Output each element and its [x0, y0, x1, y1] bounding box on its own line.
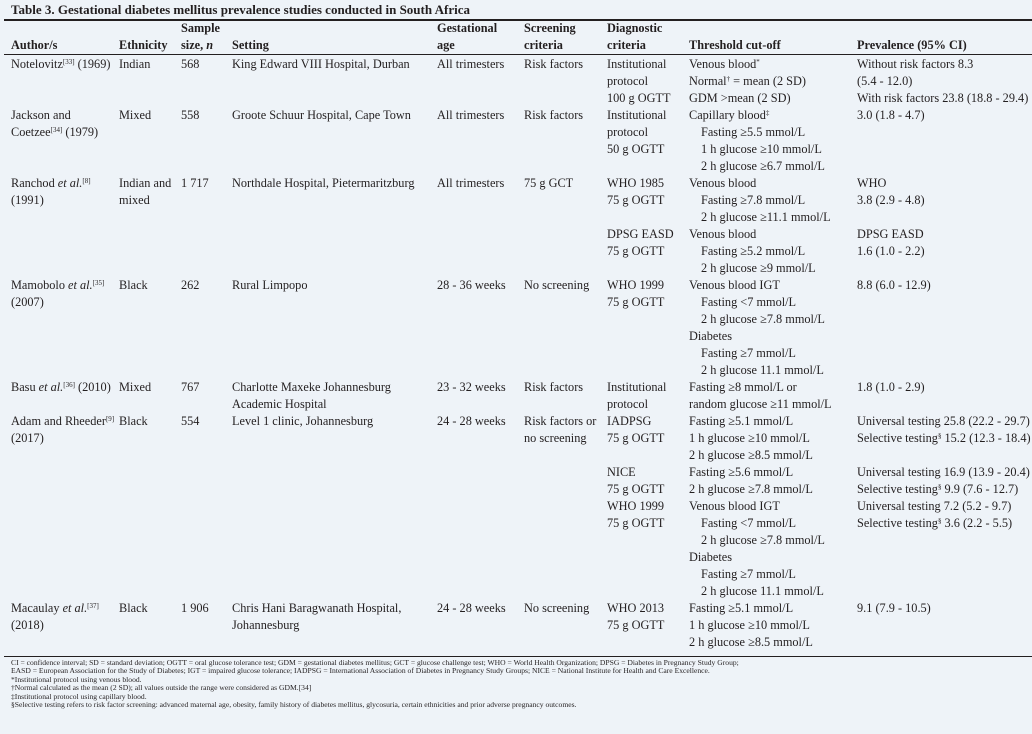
text-segment: Selective testing: [857, 516, 938, 530]
superscript-reference: †: [726, 75, 731, 83]
diagnostic-line: IADPSG: [607, 414, 652, 428]
header-spacer: [689, 20, 781, 37]
superscript-reference: [33]: [62, 58, 75, 66]
header-diagnostic: [607, 20, 662, 54]
cell-author: [11, 277, 104, 311]
prevalence-line: Universal testing 7.2 (5.2 - 9.7): [857, 499, 1012, 513]
diagnostic-line: Institutional: [607, 380, 667, 394]
cell-gestational-age: [437, 175, 504, 192]
threshold-line: Fasting ≥5.1 mmol/L: [689, 601, 794, 615]
cell-sample: [181, 107, 199, 124]
setting-line: Charlotte Maxeke Johannesburg: [232, 380, 391, 394]
prevalence-line: [857, 209, 925, 226]
table-title: Table 3. Gestational diabetes mellitus prevalence studies conducted in South Africa: [11, 2, 470, 17]
header-line: [181, 37, 220, 54]
sample-line: 1 906: [181, 601, 209, 615]
text-segment: Capillary blood: [689, 108, 766, 122]
cell-diagnostic: [607, 56, 671, 107]
header-line: Author/s: [11, 38, 58, 52]
cell-threshold: [689, 56, 806, 107]
diagnostic-line: 75 g OGTT: [607, 193, 665, 207]
cell-ethnicity: [119, 277, 148, 294]
cell-ethnicity: [119, 56, 150, 73]
superscript-reference: [34]: [50, 126, 63, 134]
threshold-line: Diabetes: [689, 329, 733, 343]
cell-setting: [232, 600, 401, 634]
header-prevalence: [857, 20, 967, 54]
diagnostic-line: Institutional: [607, 108, 667, 122]
prevalence-line: With risk factors 23.8 (18.8 - 29.4): [857, 91, 1029, 105]
header-line: [524, 37, 576, 54]
text-segment: (1969): [74, 57, 111, 71]
screening-line: 75 g GCT: [524, 176, 574, 190]
cell-prevalence: [857, 379, 925, 396]
cell-setting: [232, 175, 414, 192]
text-segment: age: [437, 38, 455, 52]
threshold-line: Fasting ≥7 mmol/L: [701, 567, 796, 581]
ethnicity-line: Black: [119, 601, 148, 615]
cell-gestational-age: [437, 56, 504, 73]
screening-line: Risk factors: [524, 380, 584, 394]
prevalence-line: WHO: [857, 176, 887, 190]
cell-author: [11, 175, 91, 209]
cell-sample: [181, 413, 199, 430]
gestational-age-line: 24 - 28 weeks: [437, 601, 506, 615]
author-line: [11, 175, 91, 192]
footnote: †Normal calculated as the mean (2 SD); all values outside the range were considered as GDM.[34]: [11, 683, 312, 693]
setting-line: Northdale Hospital, Pietermaritzburg: [232, 176, 415, 190]
ethnicity-line: Black: [119, 414, 148, 428]
header-spacer: [11, 20, 57, 37]
threshold-line: 2 h glucose ≥11.1 mmol/L: [701, 210, 831, 224]
prevalence-line: 3.8 (2.9 - 4.8): [857, 193, 925, 207]
setting-line: Rural Limpopo: [232, 278, 308, 292]
italic-text: et al.: [68, 278, 93, 292]
author-line: (2018): [11, 618, 44, 632]
threshold-line: [689, 73, 806, 90]
author-line: [11, 413, 114, 430]
ethnicity-line: Indian: [119, 57, 151, 71]
cell-threshold: [689, 413, 825, 600]
sample-line: 1 717: [181, 176, 209, 190]
diagnostic-line: WHO 2013: [607, 601, 665, 615]
cell-ethnicity: [119, 600, 148, 617]
threshold-line: 1 h glucose ≥10 mmol/L: [701, 142, 822, 156]
threshold-line: random glucose ≥11 mmol/L: [689, 397, 832, 411]
header-spacer: [232, 20, 269, 37]
italic-text: et al.: [62, 601, 88, 615]
header-bottom-rule: [4, 54, 1032, 55]
superscript-reference: [36]: [63, 381, 75, 389]
threshold-line: 2 h glucose ≥8.5 mmol/L: [689, 448, 813, 462]
superscript-reference: ‡: [765, 109, 770, 117]
gestational-age-line: 24 - 28 weeks: [437, 414, 506, 428]
cell-diagnostic: [607, 413, 664, 532]
cell-sample: [181, 277, 199, 294]
cell-threshold: [689, 600, 813, 651]
diagnostic-line: 50 g OGTT: [607, 142, 665, 156]
header-author: [11, 20, 57, 54]
prevalence-line: 1.6 (1.0 - 2.2): [857, 244, 925, 258]
text-segment: Mamobolo: [11, 278, 69, 292]
cell-author: [11, 413, 114, 447]
text-segment: Diagnostic: [607, 21, 663, 35]
prevalence-line: 1.8 (1.0 - 2.9): [857, 380, 925, 394]
text-segment: Ranchod: [11, 176, 58, 190]
prevalence-line: Universal testing 25.8 (22.2 - 29.7): [857, 414, 1030, 428]
author-line: [11, 277, 104, 294]
threshold-line: Venous blood: [689, 176, 757, 190]
text-segment: Adam and Rheeder: [11, 414, 106, 428]
superscript-reference: §: [937, 432, 942, 440]
sample-line: 262: [181, 278, 200, 292]
ethnicity-line: Black: [119, 278, 148, 292]
diagnostic-line: WHO 1999: [607, 499, 665, 513]
prevalence-line: [857, 481, 1031, 498]
cell-gestational-age: [437, 107, 504, 124]
text-segment: (1979): [62, 125, 99, 139]
prevalence-line: Universal testing 16.9 (13.9 - 20.4): [857, 465, 1030, 479]
text-segment: 3.6 (2.2 - 5.5): [941, 516, 1013, 530]
diagnostic-line: 75 g OGTT: [607, 482, 665, 496]
diagnostic-line: [607, 209, 674, 226]
setting-line: Chris Hani Baragwanath Hospital,: [232, 601, 402, 615]
text-segment: Venous blood: [689, 57, 757, 71]
sample-line: 558: [181, 108, 200, 122]
threshold-line: 2 h glucose ≥9 mmol/L: [701, 261, 816, 275]
cell-prevalence: [857, 56, 1028, 107]
diagnostic-line: WHO 1999: [607, 278, 665, 292]
text-segment: = mean (2 SD): [730, 74, 806, 88]
threshold-line: 1 h glucose ≥10 mmol/L: [689, 618, 810, 632]
setting-line: Academic Hospital: [232, 397, 327, 411]
author-line: (2007): [11, 295, 44, 309]
header-threshold: [689, 20, 781, 54]
cell-setting: [232, 277, 307, 294]
header-line: [437, 20, 497, 37]
cell-screening: [524, 600, 589, 617]
diagnostic-line: 75 g OGTT: [607, 618, 665, 632]
header-line: Threshold cut-off: [689, 38, 781, 52]
cell-author: [11, 56, 110, 73]
cell-gestational-age: [437, 277, 506, 294]
text-segment: Selective testing: [857, 431, 938, 445]
cell-ethnicity: [119, 413, 148, 430]
diagnostic-line: protocol: [607, 125, 648, 139]
cell-gestational-age: [437, 379, 506, 396]
cell-prevalence: [857, 600, 931, 617]
diagnostic-line: 75 g OGTT: [607, 295, 665, 309]
cell-screening: [524, 277, 589, 294]
footnote: §Selective testing refers to risk factor screening: advanced maternal age, obesity, family history of diabetes mellitus, glycosuria, certain ethnicities and prior adverse pregnancy outcomes.: [11, 700, 577, 710]
ethnicity-line: Indian and: [119, 176, 172, 190]
cell-sample: [181, 56, 199, 73]
setting-line: King Edward VIII Hospital, Durban: [232, 57, 410, 71]
prevalence-line: DPSG EASD: [857, 227, 924, 241]
threshold-line: 1 h glucose ≥10 mmol/L: [689, 431, 810, 445]
threshold-line: Fasting ≥7 mmol/L: [701, 346, 796, 360]
diagnostic-line: WHO 1985: [607, 176, 665, 190]
cell-threshold: [689, 379, 832, 413]
cell-setting: [232, 56, 410, 73]
header-line: [607, 37, 662, 54]
cell-threshold: [689, 175, 831, 277]
threshold-line: 2 h glucose ≥7.8 mmol/L: [701, 533, 825, 547]
threshold-line: 2 h glucose 11.1 mmol/L: [701, 363, 824, 377]
gestational-age-line: All trimesters: [437, 108, 505, 122]
cell-threshold: [689, 277, 825, 379]
prevalence-line: 9.1 (7.9 - 10.5): [857, 601, 931, 615]
cell-ethnicity: [119, 379, 151, 396]
cell-author: [11, 107, 98, 141]
cell-setting: [232, 413, 373, 430]
header-line: Setting: [232, 38, 269, 52]
cell-prevalence: [857, 277, 931, 294]
header-sample: [181, 20, 220, 54]
diagnostic-line: 75 g OGTT: [607, 431, 665, 445]
cell-screening: [524, 413, 596, 447]
superscript-reference: [37]: [87, 602, 99, 610]
threshold-line: Fasting ≥5.1 mmol/L: [689, 414, 794, 428]
diagnostic-line: DPSG EASD: [607, 227, 674, 241]
diagnostic-line: Institutional: [607, 57, 667, 71]
text-segment: Normal: [689, 74, 727, 88]
header-gestational-age: [437, 20, 497, 54]
threshold-line: 2 h glucose ≥7.8 mmol/L: [701, 312, 825, 326]
cell-sample: [181, 175, 209, 192]
text-segment: size,: [181, 38, 207, 52]
threshold-line: 2 h glucose ≥8.5 mmol/L: [689, 635, 813, 649]
text-segment: criteria: [524, 38, 563, 52]
author-line: Jackson and: [11, 108, 71, 122]
gestational-age-line: 28 - 36 weeks: [437, 278, 506, 292]
cell-ethnicity: [119, 107, 151, 124]
text-segment: Selective testing: [857, 482, 938, 496]
gestational-age-line: All trimesters: [437, 176, 505, 190]
header-line: [181, 20, 220, 37]
screening-line: No screening: [524, 278, 590, 292]
screening-line: Risk factors: [524, 57, 584, 71]
ethnicity-line: mixed: [119, 193, 150, 207]
diagnostic-line: 75 g OGTT: [607, 516, 665, 530]
cell-diagnostic: [607, 277, 664, 311]
prevalence-line: 8.8 (6.0 - 12.9): [857, 278, 931, 292]
header-line: Prevalence (95% CI): [857, 38, 967, 52]
superscript-reference: *: [756, 58, 760, 66]
threshold-line: Diabetes: [689, 550, 733, 564]
threshold-line: [689, 107, 825, 124]
superscript-reference: [8]: [82, 177, 91, 185]
text-segment: Screening: [524, 21, 576, 35]
header-line: [437, 37, 497, 54]
header-spacer: [857, 20, 967, 37]
threshold-line: 2 h glucose ≥6.7 mmol/L: [701, 159, 825, 173]
author-line: (1991): [11, 193, 44, 207]
screening-line: no screening: [524, 431, 587, 445]
cell-screening: [524, 175, 573, 192]
threshold-line: Fasting <7 mmol/L: [701, 516, 797, 530]
setting-line: Johannesburg: [232, 618, 300, 632]
threshold-line: Venous blood: [689, 227, 757, 241]
cell-diagnostic: [607, 175, 674, 260]
superscript-reference: §: [937, 483, 942, 491]
cell-ethnicity: [119, 175, 171, 209]
threshold-line: 2 h glucose ≥7.8 mmol/L: [689, 482, 813, 496]
threshold-line: Venous blood IGT: [689, 499, 780, 513]
text-segment: Sample: [181, 21, 220, 35]
gestational-age-line: 23 - 32 weeks: [437, 380, 506, 394]
threshold-line: Fasting ≥8 mmol/L or: [689, 380, 797, 394]
threshold-line: Fasting ≥5.6 mmol/L: [689, 465, 794, 479]
threshold-line: GDM >mean (2 SD): [689, 91, 791, 105]
text-segment: Gestational: [437, 21, 498, 35]
cell-threshold: [689, 107, 825, 175]
superscript-reference: [35]: [92, 279, 105, 287]
diagnostic-line: [607, 447, 664, 464]
header-ethnicity: [119, 20, 168, 54]
cell-gestational-age: [437, 600, 506, 617]
threshold-line: Venous blood IGT: [689, 278, 780, 292]
header-line: [607, 20, 662, 37]
text-segment: Basu: [11, 380, 39, 394]
footnote: *Institutional protocol using venous blood.: [11, 674, 142, 684]
threshold-line: Fasting ≥5.5 mmol/L: [701, 125, 806, 139]
sample-line: 554: [181, 414, 200, 428]
footnote: ‡Institutional protocol using capillary blood.: [11, 691, 147, 701]
header-screening: [524, 20, 576, 54]
diagnostic-line: 75 g OGTT: [607, 244, 665, 258]
diagnostic-line: NICE: [607, 465, 636, 479]
screening-line: No screening: [524, 601, 590, 615]
text-segment: Coetzee: [11, 125, 51, 139]
superscript-reference: §: [937, 517, 942, 525]
prevalence-line: [857, 430, 1031, 447]
cell-setting: [232, 379, 391, 413]
setting-line: Level 1 clinic, Johannesburg: [232, 414, 374, 428]
header-setting: [232, 20, 269, 54]
author-line: [11, 124, 98, 141]
text-segment: Notelovitz: [11, 57, 63, 71]
cell-setting: [232, 107, 411, 124]
prevalence-line: (5.4 - 12.0): [857, 74, 913, 88]
ethnicity-line: Mixed: [119, 380, 152, 394]
footnote: EASD = European Association for the Study of Diabetes; IGT = impaired glucose tolerance; IADPSG = International Association of Diabetes in Pregnancy Study Groups; NICE = National Institute for Health and Care Excellence.: [11, 666, 710, 676]
sample-line: 568: [181, 57, 200, 71]
author-line: (2017): [11, 431, 44, 445]
cell-screening: [524, 107, 583, 124]
cell-sample: [181, 379, 199, 396]
text-segment: 9.9 (7.6 - 12.7): [941, 482, 1019, 496]
cell-prevalence: [857, 413, 1031, 532]
italic-text: et al.: [38, 380, 64, 394]
text-segment: criteria: [607, 38, 646, 52]
threshold-line: Fasting ≥7.8 mmol/L: [701, 193, 806, 207]
diagnostic-line: protocol: [607, 397, 648, 411]
header-line: Ethnicity: [119, 38, 168, 52]
cell-author: [11, 600, 99, 634]
author-line: [11, 600, 99, 617]
superscript-reference: [9]: [105, 415, 115, 423]
prevalence-line: [857, 447, 1031, 464]
diagnostic-line: 100 g OGTT: [607, 91, 671, 105]
cell-prevalence: [857, 175, 925, 260]
prevalence-line: 3.0 (1.8 - 4.7): [857, 108, 925, 122]
screening-line: Risk factors: [524, 108, 584, 122]
cell-gestational-age: [437, 413, 506, 430]
threshold-line: Fasting ≥5.2 mmol/L: [701, 244, 806, 258]
italic-text: n: [206, 38, 214, 52]
screening-line: Risk factors or: [524, 414, 597, 428]
cell-diagnostic: [607, 379, 666, 413]
prevalence-line: [857, 515, 1031, 532]
footnote: CI = confidence interval; SD = standard deviation; OGTT = oral glucose tolerance test; GDM = gestational diabetes mellitus; GCT = glucose challenge test; WHO = World Health Organization; DPSG = Diabetes in Pregnancy Study Group;: [11, 658, 739, 667]
cell-sample: [181, 600, 209, 617]
cell-screening: [524, 379, 583, 396]
header-line: [524, 20, 576, 37]
threshold-line: [689, 56, 806, 73]
text-segment: Macaulay: [11, 601, 63, 615]
ethnicity-line: Mixed: [119, 108, 152, 122]
cell-prevalence: [857, 107, 925, 124]
diagnostic-line: protocol: [607, 74, 648, 88]
gestational-age-line: All trimesters: [437, 57, 505, 71]
threshold-line: 2 h glucose 11.1 mmol/L: [701, 584, 824, 598]
threshold-line: Fasting <7 mmol/L: [701, 295, 797, 309]
text-segment: 15.2 (12.3 - 18.4): [941, 431, 1031, 445]
cell-author: [11, 379, 111, 396]
author-line: [11, 379, 111, 396]
author-line: [11, 56, 110, 73]
table-bottom-rule: [4, 656, 1032, 657]
header-spacer: [119, 20, 168, 37]
italic-text: et al.: [57, 176, 83, 190]
cell-diagnostic: [607, 600, 664, 634]
text-segment: (2010): [74, 380, 111, 394]
table-footnotes: [11, 659, 1021, 709]
cell-diagnostic: [607, 107, 666, 158]
sample-line: 767: [181, 380, 200, 394]
cell-screening: [524, 56, 583, 73]
prevalence-line: Without risk factors 8.3: [857, 57, 974, 71]
setting-line: Groote Schuur Hospital, Cape Town: [232, 108, 411, 122]
